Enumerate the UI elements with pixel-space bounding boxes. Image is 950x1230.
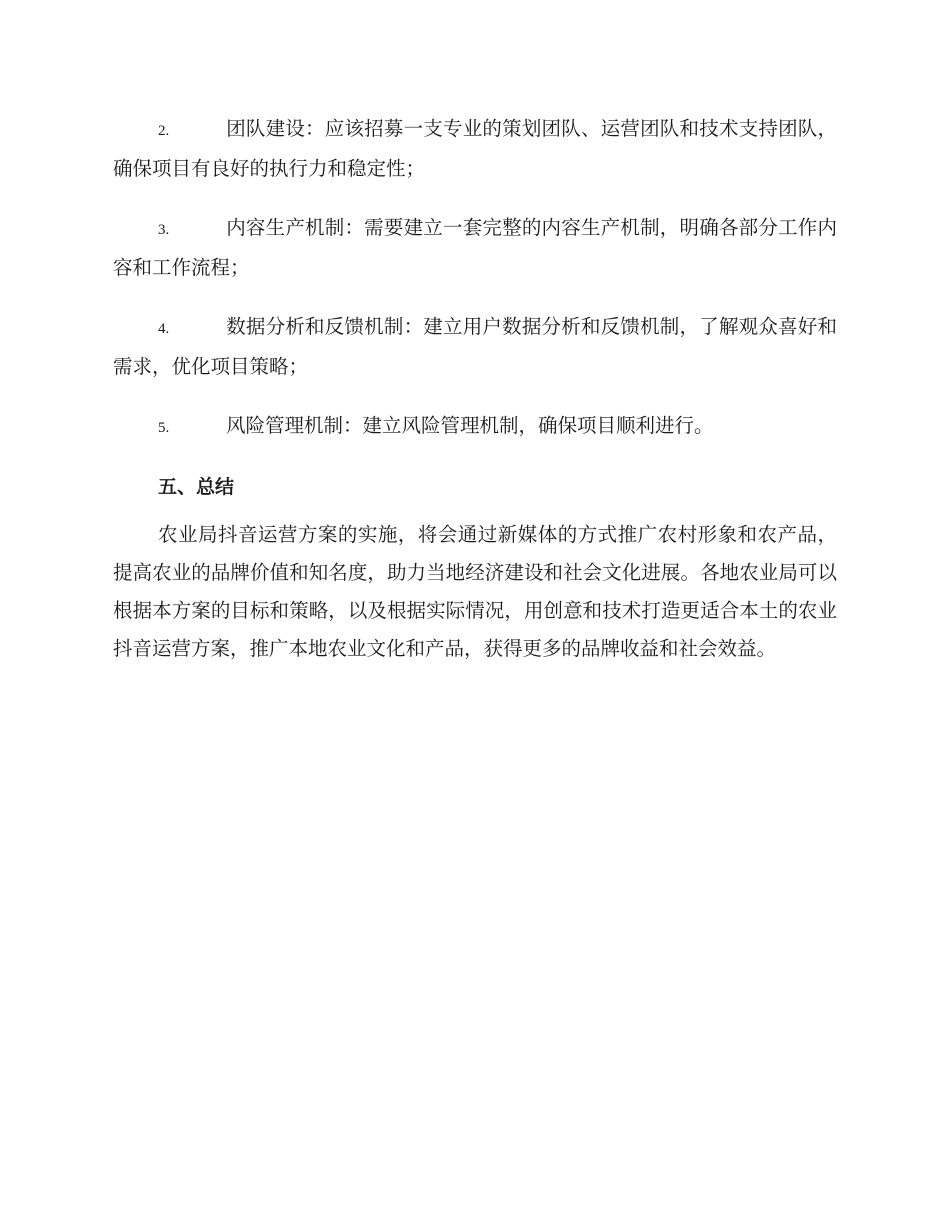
summary-paragraph: 农业局抖音运营方案的实施，将会通过新媒体的方式推广农村形象和农产品，提高农业的品牌价值和知名度，助力当地经济建设和社会文化进展。各地农业局可以根据本方案的目标和策略，以及根据实际情况，用创意和技术打造更适合本土的农业抖音运营方案，推广本地农业文化和产品，获得更多的品牌收益和社会效益。 (113, 523, 837, 660)
list-item-data-feedback (113, 308, 837, 386)
list-item-risk-management (113, 407, 837, 447)
document-content (113, 110, 837, 668)
list-item-text: 团队建设：应该招募一支专业的策划团队、运营团队和技术支持团队，确保项目有良好的执行力和稳定性； (113, 117, 837, 180)
list-item-text: 风险管理机制：建立风险管理机制，确保项目顺利进行。 (226, 414, 714, 437)
list-item-number: 2. (158, 123, 170, 139)
list-item-content-production (113, 209, 837, 287)
list-item-number: 5. (158, 420, 170, 436)
list-item-number: 3. (158, 222, 170, 238)
list-item-text: 内容生产机制：需要建立一套完整的内容生产机制，明确各部分工作内容和工作流程； (113, 216, 837, 279)
list-item-team-building (113, 110, 837, 188)
list-item-text: 数据分析和反馈机制：建立用户数据分析和反馈机制，了解观众喜好和需求，优化项目策略； (113, 315, 837, 378)
section-heading-summary: 五、总结 (158, 476, 235, 498)
list-item-number: 4. (158, 321, 170, 337)
